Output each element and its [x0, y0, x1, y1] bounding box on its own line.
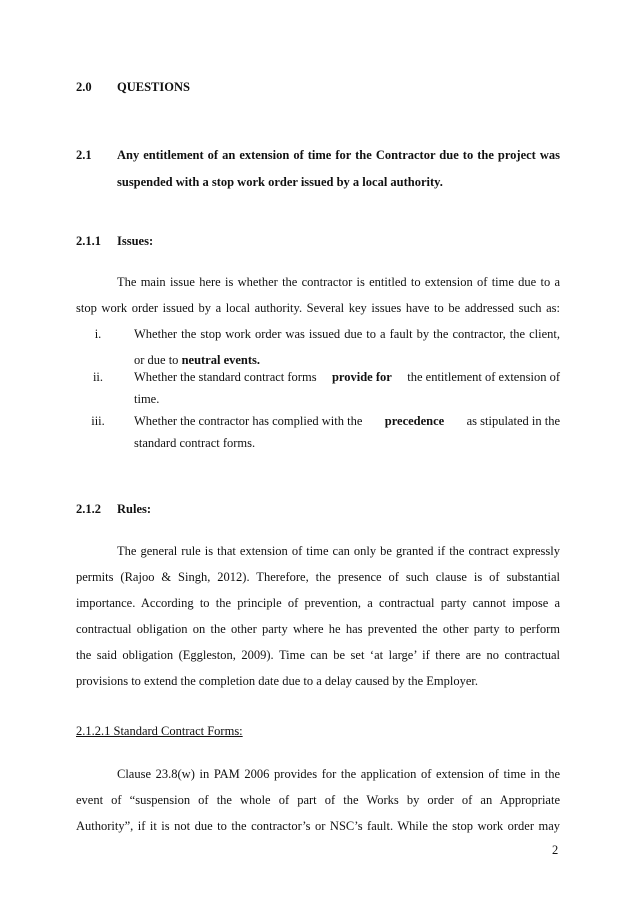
list-item-i-line-2-text: or due to [134, 353, 182, 367]
contract-forms-line-1: Clause 23.8(w) in PAM 2006 provides for the application of extension of time in the [117, 767, 560, 781]
section-title-rules: Rules: [117, 502, 152, 516]
rules-paragraph-line-6: provisions to extend the completion date due to a delay caused by the Employer. [76, 674, 478, 688]
issues-paragraph-line-1: The main issue here is whether the contractor is entitled to extension of time due to a [117, 275, 560, 289]
rules-paragraph-line-3: importance. According to the principle of prevention, a contractual party cannot impose a [76, 596, 560, 610]
emphasis-provide-for: provide for [331, 370, 392, 384]
list-item-ii-text-b: the entitlement of extension of [404, 370, 560, 384]
list-item-iii-text-a: Whether the contractor has complied with the [134, 414, 366, 428]
list-item-i-line-1: Whether the stop work order was issued due to a fault by the contractor, the client, [134, 327, 560, 341]
list-item-ii-text-a: Whether the standard contract forms [134, 370, 320, 384]
section-2-1-title-line-2: suspended with a stop work order issued by a local authority. [117, 175, 443, 189]
subsection-heading-standard-contract-forms: 2.1.2.1 Standard Contract Forms: [76, 724, 243, 738]
list-item-numeral-i: i. [94, 327, 102, 341]
section-number-2-1-1: 2.1.1 [76, 234, 101, 248]
section-number-2-1-2: 2.1.2 [76, 502, 101, 516]
section-title-issues: Issues: [117, 234, 154, 248]
list-item-iii-text-b: as stipulated in the [463, 414, 560, 428]
page-number: 2 [552, 843, 559, 857]
section-number-2-0: 2.0 [76, 80, 92, 94]
rules-paragraph-line-2: permits (Rajoo & Singh, 2012). Therefore, the presence of such clause is of substantial [76, 570, 560, 584]
list-item-ii-line-1 [134, 370, 560, 385]
section-title-questions: QUESTIONS [117, 80, 190, 94]
list-item-numeral-iii: iii. [91, 414, 105, 428]
emphasis-neutral-events: neutral events. [181, 353, 261, 367]
section-number-2-1: 2.1 [76, 148, 92, 162]
issues-paragraph-line-2: stop work order issued by a local authority. Several key issues have to be addressed such as: [76, 301, 560, 315]
emphasis-precedence: precedence [384, 414, 445, 428]
rules-paragraph-line-4: contractual obligation on the other party where he has prevented the other party to perform [76, 622, 560, 636]
list-item-ii-line-2: time. [134, 392, 160, 406]
list-item-iii-line-1 [134, 414, 560, 429]
list-item-iii-line-2: standard contract forms. [134, 436, 256, 450]
rules-paragraph-line-5: the said obligation (Eggleston, 2009). Time can be set ‘at large’ if there are no contractual [76, 648, 560, 662]
contract-forms-line-2: event of “suspension of the whole of part of the Works by order of an Appropriate [76, 793, 560, 807]
contract-forms-line-3: Authority”, if it is not due to the contractor’s or NSC’s fault. While the stop work order may [76, 819, 560, 833]
list-item-numeral-ii: ii. [92, 370, 104, 384]
rules-paragraph-line-1: The general rule is that extension of time can only be granted if the contract expressly [117, 544, 560, 558]
section-2-1-title-line-1: Any entitlement of an extension of time for the Contractor due to the project was [117, 148, 560, 162]
list-item-i-line-2 [134, 353, 260, 368]
